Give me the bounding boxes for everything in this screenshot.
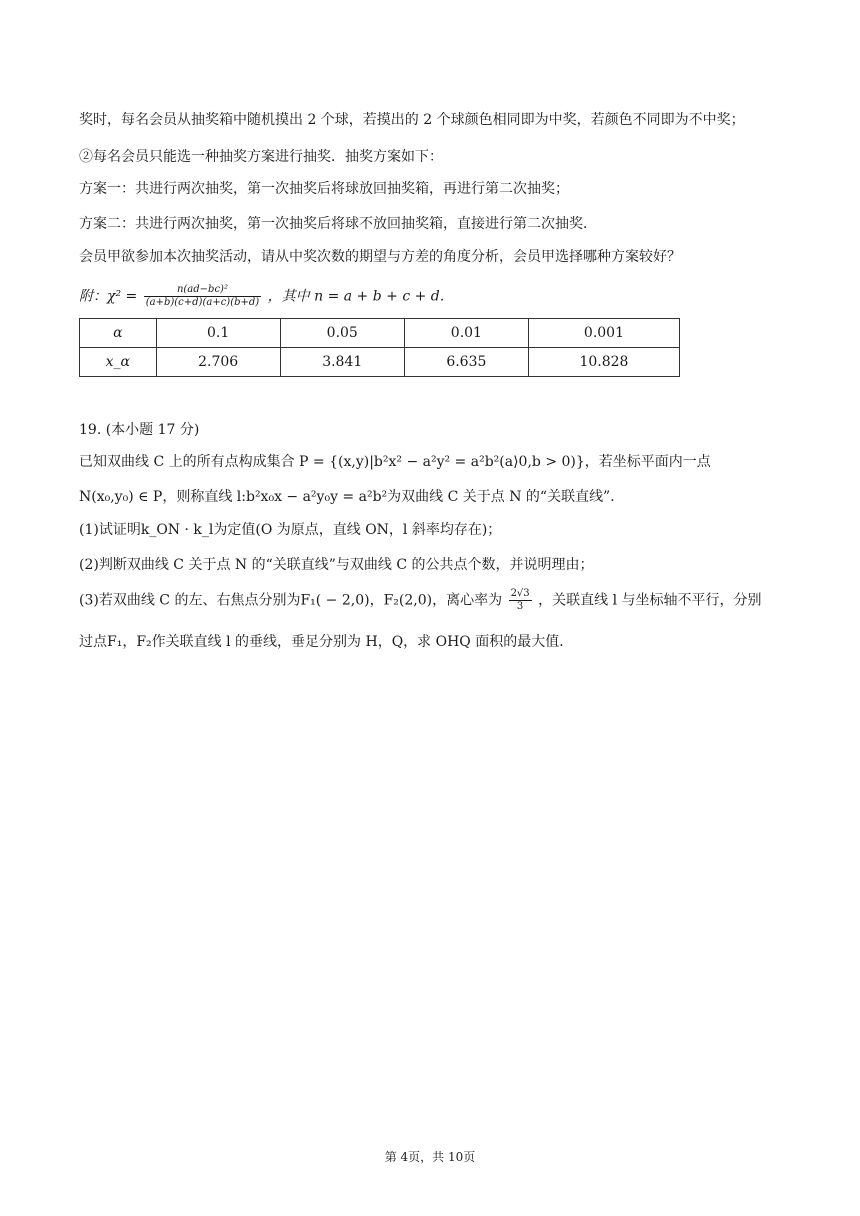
- question-3-before: (3)若双曲线 C 的左、右焦点分别为F₁( − 2,0)，F₂(2,0)，离心率为: [79, 592, 503, 609]
- table-row: [80, 348, 680, 377]
- text-line-5: 会员甲欲参加本次抽奖活动，请从中奖次数的期望与方差的角度分析，会员甲选择哪种方案较好？: [79, 249, 681, 265]
- eccentricity-fraction: [509, 588, 532, 613]
- formula-prefix: 附：χ² =: [79, 288, 138, 305]
- text-line-4: 方案二：共进行两次抽奖，第一次抽奖后将球不放回抽奖箱，直接进行第二次抽奖．: [79, 216, 597, 232]
- eccentricity-numerator: 2√3: [510, 588, 530, 599]
- critical-value-table: [79, 318, 680, 377]
- question-1: (1)试证明k_ON · k_l为定值(O 为原点，直线 ON，l 斜率均存在)；: [79, 522, 502, 538]
- text-line-1: 奖时，每名会员从抽奖箱中随机摸出 2 个球，若摸出的 2 个球颜色相同即为中奖，若颜色不同即为不中奖；: [79, 112, 745, 128]
- page-footer: 第 4页，共 10页: [384, 1150, 476, 1164]
- table-cell: 10.828: [528, 348, 679, 377]
- formula-fraction: [144, 284, 261, 309]
- table-cell: 2.706: [156, 348, 280, 377]
- formula-numerator: n(ad−bc)²: [144, 284, 261, 297]
- question-3-after: ，关联直线 l 与坐标轴不平行，分别: [538, 592, 762, 609]
- text-line-2: ②每名会员只能选一种抽奖方案进行抽奖．抽奖方案如下：: [79, 149, 443, 165]
- question-2: (2)判断双曲线 C 关于点 N 的“关联直线”与双曲线 C 的公共点个数，并说明理由；: [79, 557, 594, 573]
- problem-heading: 19. (本小题 17 分): [79, 422, 200, 438]
- table-cell: 0.01: [404, 319, 528, 348]
- table-cell: 0.05: [280, 319, 404, 348]
- formula-denominator: (a+b)(c+d)(a+c)(b+d): [145, 297, 260, 308]
- table-cell: 0.001: [528, 319, 679, 348]
- question-3: [79, 588, 762, 613]
- eccentricity-denominator: 3: [516, 601, 524, 612]
- chi-square-formula: [79, 284, 454, 309]
- table-cell: 3.841: [280, 348, 404, 377]
- text-line-3: 方案一：共进行两次抽奖，第一次抽奖后将球放回抽奖箱，再进行第二次抽奖；: [79, 181, 569, 197]
- table-cell: α: [80, 319, 157, 348]
- table-cell: 0.1: [156, 319, 280, 348]
- table-row: [80, 319, 680, 348]
- problem-text-1: 已知双曲线 C 上的所有点构成集合 P = {(x,y)|b²x² − a²y² = a²b²(a⟩0,b > 0)}，若坐标平面内一点: [79, 454, 711, 470]
- table-cell: 6.635: [404, 348, 528, 377]
- table-cell: x_α: [80, 348, 157, 377]
- problem-text-2: N(x₀,y₀) ∈ P，则称直线 l:b²x₀x − a²y₀y = a²b²为双曲线 C 关于点 N 的“关联直线”．: [79, 489, 625, 505]
- question-3-line-2: 过点F₁，F₂作关联直线 l 的垂线，垂足分别为 H，Q，求 OHQ 面积的最大值．: [79, 634, 574, 650]
- formula-suffix: ，其中 n = a + b + c + d．: [267, 288, 454, 305]
